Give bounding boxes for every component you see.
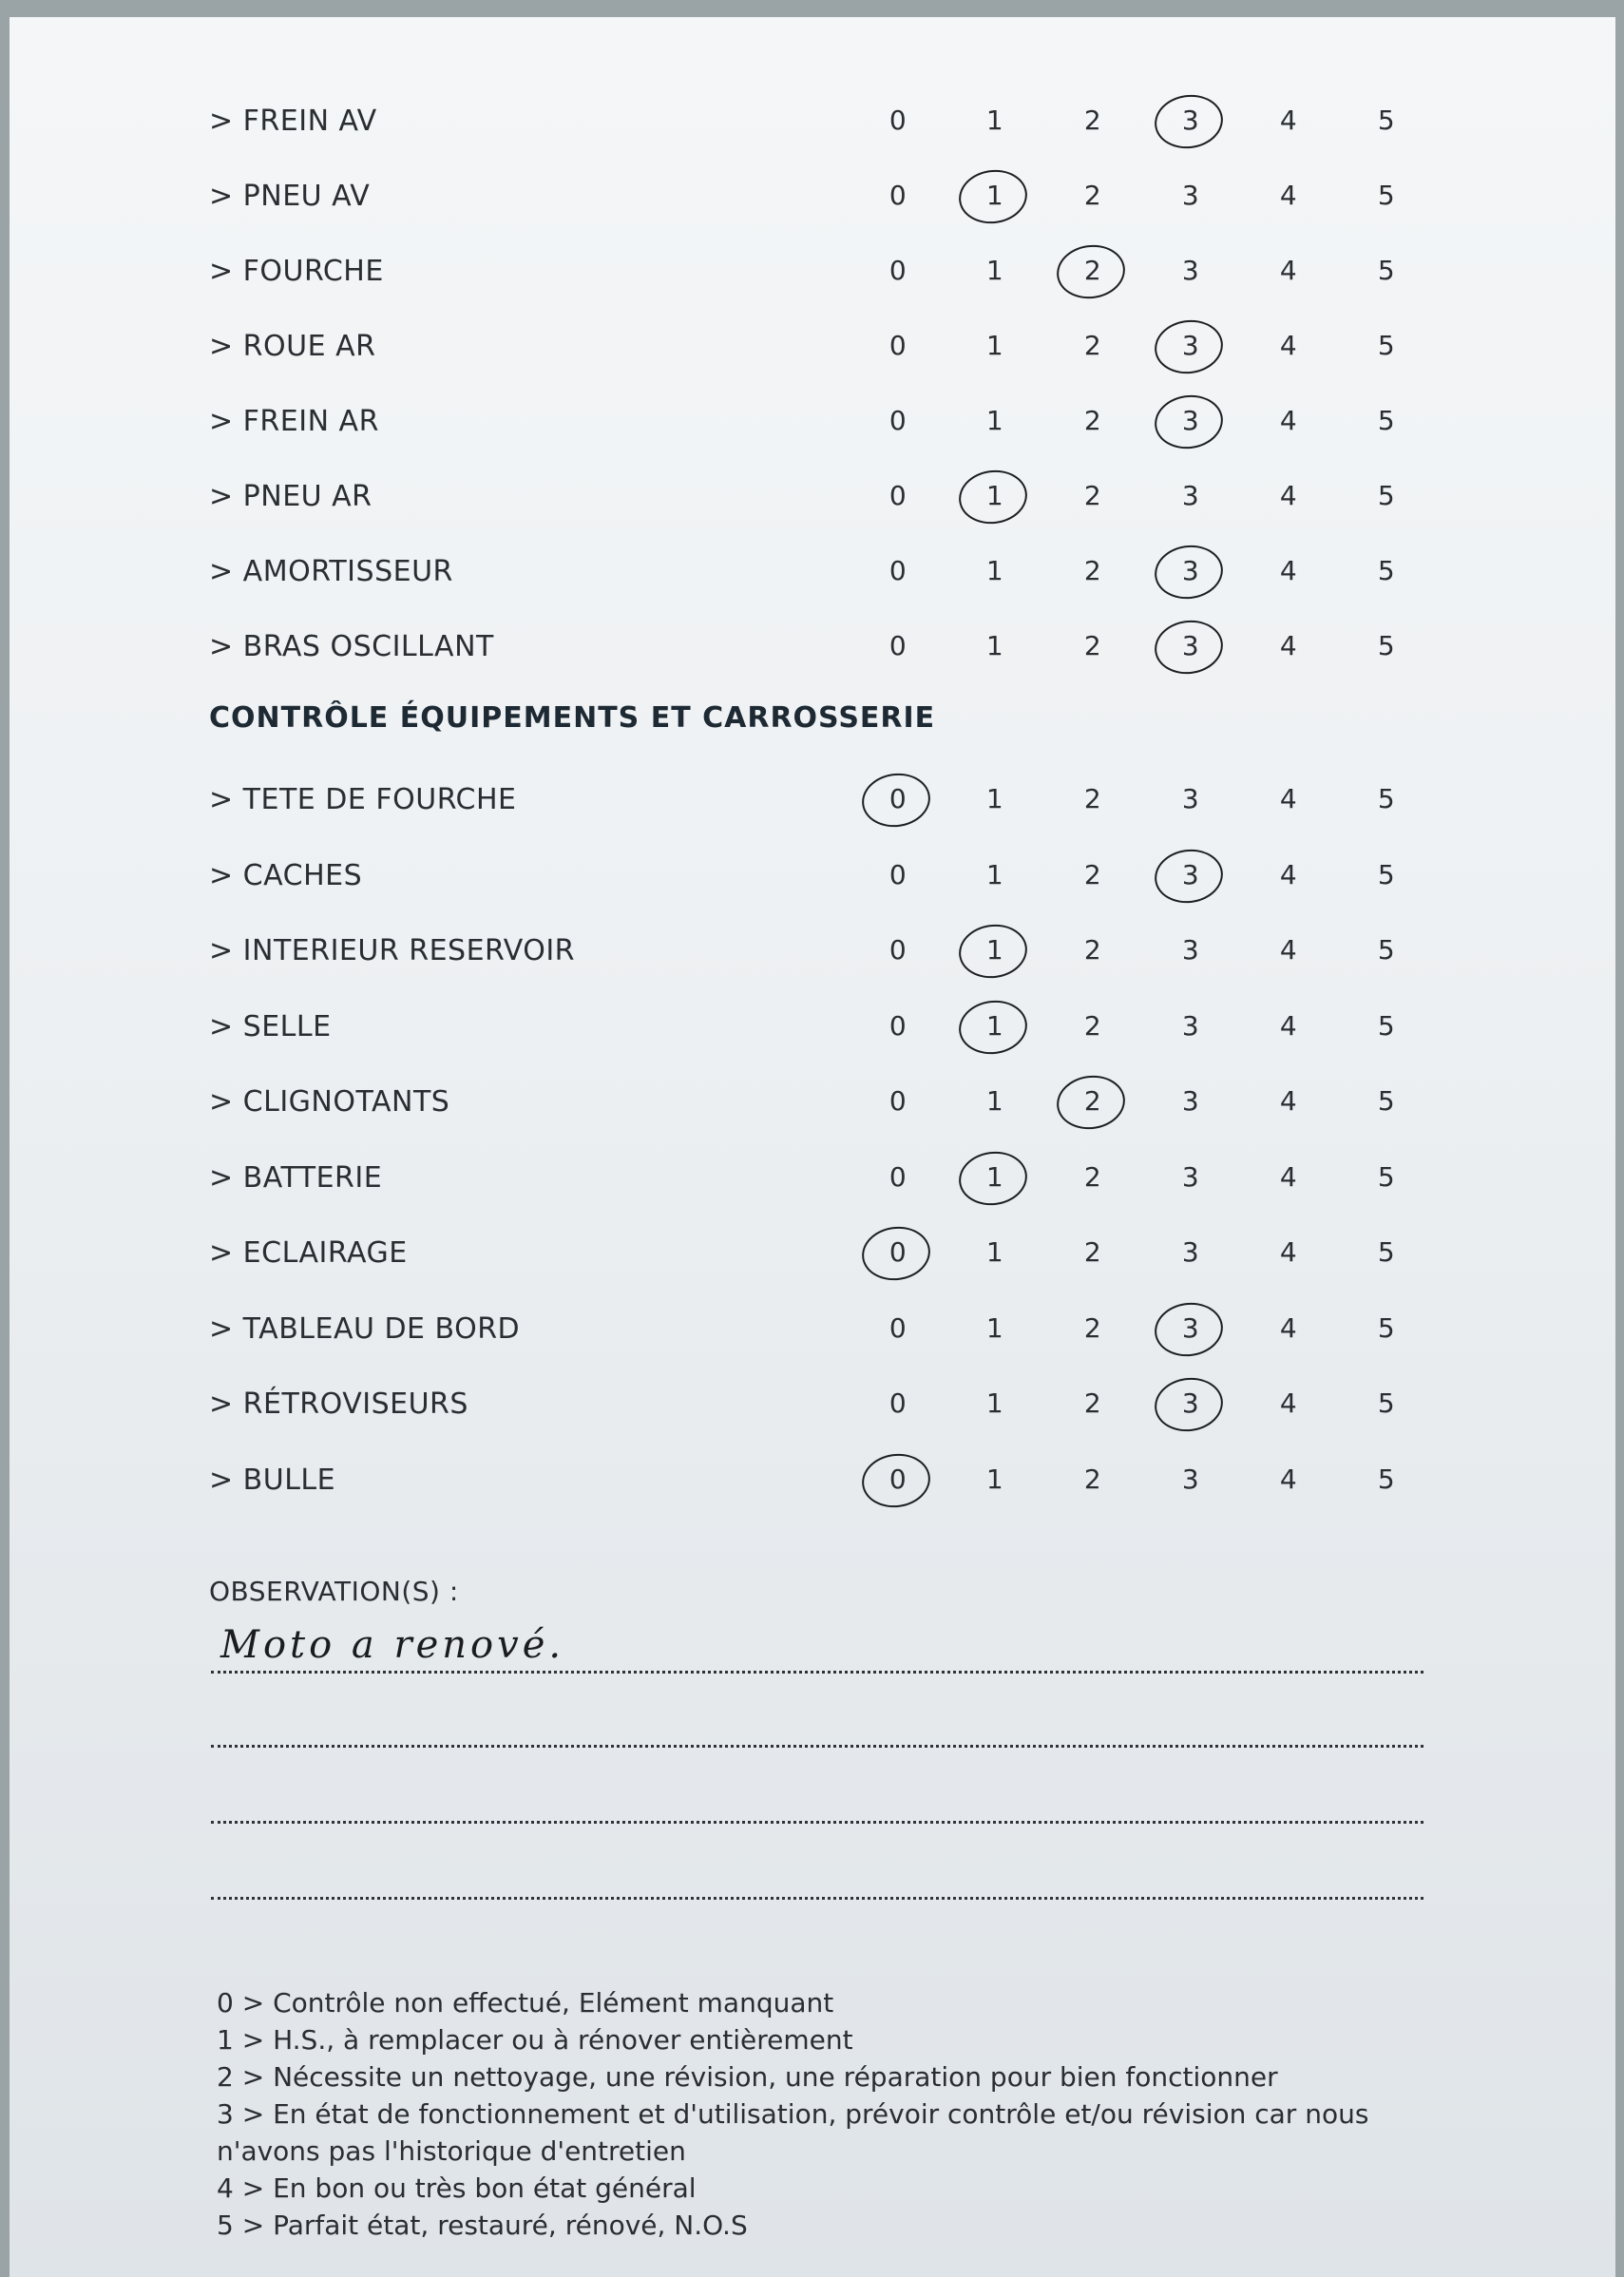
score-1[interactable]: 1 (985, 858, 1004, 890)
score-5[interactable]: 5 (1377, 255, 1396, 286)
checklist-row (200, 1231, 1435, 1278)
score-5[interactable]: 5 (1377, 1311, 1396, 1344)
score-1[interactable]: 1 (985, 1463, 1004, 1495)
score-1[interactable]: 1 (976, 1010, 1014, 1042)
score-5[interactable]: 5 (1377, 783, 1396, 814)
checklist-row (200, 1382, 1435, 1429)
score-5[interactable]: 5 (1377, 1463, 1396, 1495)
score-5[interactable]: 5 (1377, 1160, 1396, 1193)
score-3[interactable]: 3 (1172, 330, 1210, 361)
score-0[interactable]: 0 (888, 180, 908, 211)
score-3[interactable]: 3 (1172, 1312, 1210, 1344)
score-5[interactable]: 5 (1377, 1236, 1396, 1268)
score-5[interactable]: 5 (1377, 934, 1396, 966)
legend-item: 0 > Contrôle non effectué, Elément manquant (217, 1987, 834, 2019)
section-title: CONTRÔLE ÉQUIPEMENTS ET CARROSSERIE (209, 701, 936, 735)
row-label: > RÉTROVISEURS (209, 1387, 468, 1421)
score-3[interactable]: 3 (1181, 180, 1200, 211)
score-5[interactable]: 5 (1377, 858, 1396, 890)
checklist-row (200, 1156, 1435, 1203)
score-4[interactable]: 4 (1279, 783, 1298, 814)
score-0[interactable]: 0 (888, 405, 908, 436)
score-2[interactable]: 2 (1083, 858, 1102, 890)
score-1[interactable]: 1 (976, 1161, 1014, 1193)
score-5[interactable]: 5 (1377, 330, 1396, 361)
checklist-row (200, 1080, 1435, 1127)
row-label: > SELLE (209, 1009, 332, 1043)
score-2[interactable]: 2 (1083, 555, 1102, 586)
score-4[interactable]: 4 (1279, 1387, 1298, 1419)
score-0[interactable]: 0 (888, 1160, 908, 1193)
score-2[interactable]: 2 (1074, 255, 1112, 286)
rating-legend (217, 1984, 1423, 2244)
score-2[interactable]: 2 (1083, 1463, 1102, 1495)
score-3[interactable]: 3 (1172, 105, 1210, 136)
observation-line (211, 1745, 1423, 1748)
legend-item: 3 > En état de fonctionnement et d'utilisation, prévoir contrôle et/ou révision car nous n'avons pas l'historique d'entretien (217, 2098, 1369, 2167)
score-4[interactable]: 4 (1279, 405, 1298, 436)
score-3[interactable]: 3 (1172, 555, 1210, 586)
score-4[interactable]: 4 (1279, 630, 1298, 661)
score-0[interactable]: 0 (888, 858, 908, 890)
score-5[interactable]: 5 (1377, 555, 1396, 586)
score-0[interactable]: 0 (888, 330, 908, 361)
score-3[interactable]: 3 (1181, 480, 1200, 511)
row-label: > BULLE (209, 1463, 336, 1497)
row-label: > CACHES (209, 858, 363, 892)
score-1[interactable]: 1 (985, 1085, 1004, 1117)
score-4[interactable]: 4 (1279, 1085, 1298, 1117)
row-label: > ECLAIRAGE (209, 1236, 408, 1270)
score-3[interactable]: 3 (1181, 783, 1200, 814)
score-4[interactable]: 4 (1279, 255, 1298, 286)
row-label: > AMORTISSEUR (209, 555, 453, 588)
checklist-row (200, 853, 1435, 901)
score-5[interactable]: 5 (1377, 480, 1396, 511)
score-0[interactable]: 0 (888, 630, 908, 661)
score-0[interactable]: 0 (888, 555, 908, 586)
score-4[interactable]: 4 (1279, 330, 1298, 361)
score-2[interactable]: 2 (1083, 630, 1102, 661)
score-4[interactable]: 4 (1279, 858, 1298, 890)
observation-line (211, 1671, 1423, 1674)
score-4[interactable]: 4 (1279, 1160, 1298, 1193)
score-4[interactable]: 4 (1279, 1009, 1298, 1042)
legend-item: 5 > Parfait état, restauré, rénové, N.O.S (217, 2210, 748, 2241)
row-label: > FREIN AV (209, 105, 377, 138)
checklist-row (200, 99, 1435, 146)
score-4[interactable]: 4 (1279, 934, 1298, 966)
score-1[interactable]: 1 (985, 330, 1004, 361)
score-3[interactable]: 3 (1181, 1160, 1200, 1193)
checklist-row (200, 399, 1435, 447)
score-2[interactable]: 2 (1083, 480, 1102, 511)
score-2[interactable]: 2 (1083, 934, 1102, 966)
row-label: > PNEU AV (209, 180, 371, 213)
score-1[interactable]: 1 (985, 405, 1004, 436)
observation-line (211, 1897, 1423, 1900)
score-2[interactable]: 2 (1083, 330, 1102, 361)
score-2[interactable]: 2 (1083, 105, 1102, 136)
score-0[interactable]: 0 (888, 255, 908, 286)
checklist-row (200, 474, 1435, 522)
score-5[interactable]: 5 (1377, 1009, 1396, 1042)
score-2[interactable]: 2 (1083, 783, 1102, 814)
checklist-row (200, 549, 1435, 597)
score-2[interactable]: 2 (1083, 1311, 1102, 1344)
score-5[interactable]: 5 (1377, 405, 1396, 436)
score-1[interactable]: 1 (985, 255, 1004, 286)
checklist-row (200, 174, 1435, 221)
score-1[interactable]: 1 (985, 1387, 1004, 1419)
score-2[interactable]: 2 (1083, 1009, 1102, 1042)
row-label: > ROUE AR (209, 330, 376, 363)
score-5[interactable]: 5 (1377, 180, 1396, 211)
score-5[interactable]: 5 (1377, 105, 1396, 136)
score-0[interactable]: 0 (888, 105, 908, 136)
score-3[interactable]: 3 (1181, 934, 1200, 966)
score-1[interactable]: 1 (985, 783, 1004, 814)
row-label: > INTERIEUR RESERVOIR (209, 934, 576, 967)
row-label: > TABLEAU DE BORD (209, 1311, 521, 1346)
score-0[interactable]: 0 (888, 934, 908, 966)
score-4[interactable]: 4 (1279, 555, 1298, 586)
checklist-row (200, 1005, 1435, 1052)
score-3[interactable]: 3 (1181, 1009, 1200, 1042)
score-3[interactable]: 3 (1172, 859, 1210, 890)
score-1[interactable]: 1 (976, 934, 1014, 966)
legend-item: 1 > H.S., à remplacer ou à rénover entièrement (217, 2024, 853, 2056)
score-1[interactable]: 1 (976, 180, 1014, 211)
checklist-row (200, 928, 1435, 976)
score-1[interactable]: 1 (985, 1311, 1004, 1344)
score-0[interactable]: 0 (879, 783, 917, 814)
score-3[interactable]: 3 (1181, 1463, 1200, 1495)
score-4[interactable]: 4 (1279, 1463, 1298, 1495)
checklist-row (200, 1307, 1435, 1354)
score-1[interactable]: 1 (985, 555, 1004, 586)
row-label: > BRAS OSCILLANT (209, 630, 494, 663)
score-0[interactable]: 0 (888, 1009, 908, 1042)
score-0[interactable]: 0 (888, 1311, 908, 1344)
score-4[interactable]: 4 (1279, 180, 1298, 211)
score-5[interactable]: 5 (1377, 1387, 1396, 1419)
row-label: > CLIGNOTANTS (209, 1085, 450, 1119)
score-4[interactable]: 4 (1279, 1311, 1298, 1344)
score-0[interactable]: 0 (888, 480, 908, 511)
score-2[interactable]: 2 (1083, 1236, 1102, 1268)
score-3[interactable]: 3 (1181, 1085, 1200, 1117)
observations-title: OBSERVATION(S) : (209, 1576, 459, 1607)
score-4[interactable]: 4 (1279, 480, 1298, 511)
observation-line (211, 1821, 1423, 1824)
score-5[interactable]: 5 (1377, 630, 1396, 661)
score-4[interactable]: 4 (1279, 105, 1298, 136)
score-2[interactable]: 2 (1083, 1160, 1102, 1193)
score-3[interactable]: 3 (1172, 1387, 1210, 1419)
checklist-row (200, 624, 1435, 672)
legend-item: 4 > En bon ou très bon état général (217, 2172, 697, 2204)
row-label: > FOURCHE (209, 255, 384, 288)
observation-handwriting: Moto a renové. (220, 1623, 565, 1667)
score-0[interactable]: 0 (879, 1236, 917, 1268)
score-5[interactable]: 5 (1377, 1085, 1396, 1117)
checklist-row (200, 777, 1435, 825)
score-3[interactable]: 3 (1181, 255, 1200, 286)
row-label: > PNEU AR (209, 480, 373, 513)
checklist-row (200, 1458, 1435, 1505)
score-3[interactable]: 3 (1172, 405, 1210, 436)
checklist-row (200, 324, 1435, 372)
score-1[interactable]: 1 (985, 630, 1004, 661)
inspection-sheet (10, 17, 1615, 2277)
checklist-row (200, 249, 1435, 297)
score-0[interactable]: 0 (879, 1464, 917, 1495)
row-label: > FREIN AR (209, 405, 379, 438)
legend-item: 2 > Nécessite un nettoyage, une révision, une réparation pour bien fonctionner (217, 2061, 1278, 2093)
score-3[interactable]: 3 (1172, 630, 1210, 661)
score-2[interactable]: 2 (1074, 1085, 1112, 1117)
score-1[interactable]: 1 (976, 480, 1014, 511)
row-label: > TETE DE FOURCHE (209, 783, 517, 816)
score-3[interactable]: 3 (1181, 1236, 1200, 1268)
score-4[interactable]: 4 (1279, 1236, 1298, 1268)
row-label: > BATTERIE (209, 1160, 383, 1195)
score-2[interactable]: 2 (1083, 405, 1102, 436)
score-1[interactable]: 1 (985, 1236, 1004, 1268)
score-0[interactable]: 0 (888, 1085, 908, 1117)
score-2[interactable]: 2 (1083, 180, 1102, 211)
score-1[interactable]: 1 (985, 105, 1004, 136)
score-2[interactable]: 2 (1083, 1387, 1102, 1419)
score-0[interactable]: 0 (888, 1387, 908, 1419)
